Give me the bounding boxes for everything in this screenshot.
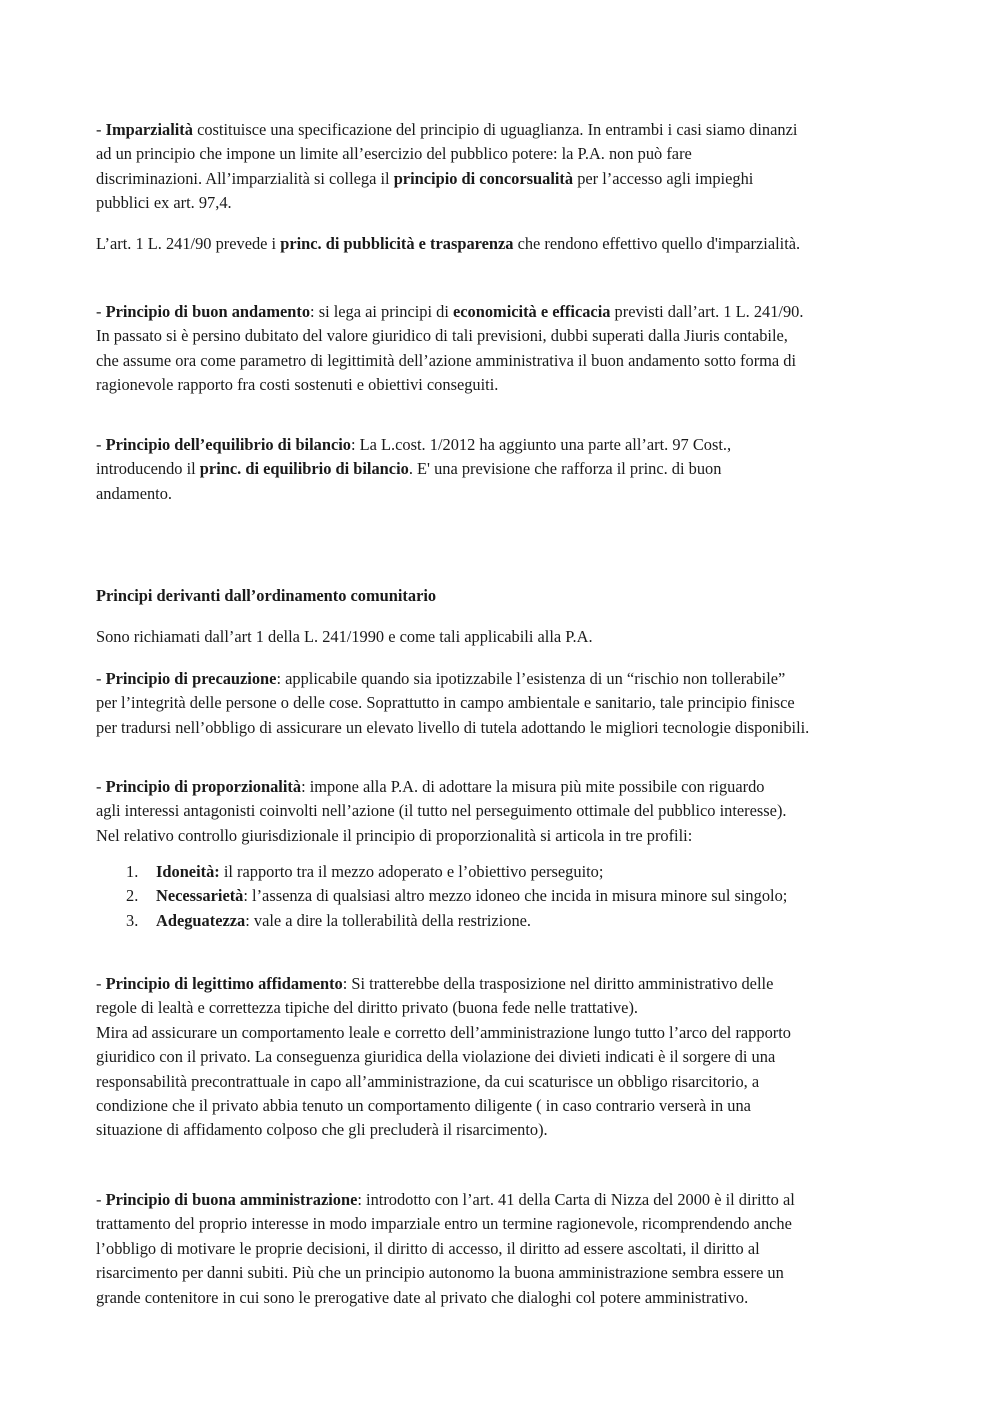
text: L’art. 1 L. 241/90 prevede i xyxy=(96,234,281,253)
paragraph-affidamento xyxy=(96,972,791,1143)
text: : impone alla P.A. di adottare la misura più mite possibile con riguardo xyxy=(301,777,765,796)
term-economicita: economicità e efficacia xyxy=(452,302,611,321)
term-adeguatezza: Adeguatezza xyxy=(156,910,246,930)
paragraph-line: per l’integrità delle persone o delle cose. Soprattutto in campo ambientale e sanitario, tale principio finisce xyxy=(96,693,795,713)
list-item xyxy=(96,884,787,908)
paragraph-line: giuridico con il privato. La conseguenza giuridica della violazione dei divieti indicati è il sorgere di una xyxy=(96,1047,776,1067)
term-equilibrio: Principio dell’equilibrio di bilancio xyxy=(105,435,351,454)
paragraph-line xyxy=(96,232,800,256)
term-necessarieta: Necessarietà xyxy=(156,886,244,906)
paragraph-buona-amministrazione xyxy=(96,1188,795,1310)
term-affidamento: Principio di legittimo affidamento xyxy=(105,974,343,993)
list-item xyxy=(96,860,787,884)
list-number: 3. xyxy=(126,910,139,930)
dash: - xyxy=(96,1190,106,1209)
term-idoneita: Idoneità: xyxy=(156,862,220,881)
paragraph-line xyxy=(96,1188,795,1212)
term-buon-andamento: Principio di buon andamento xyxy=(105,302,311,321)
paragraph-line: risarcimento per danni subiti. Più che un principio autonomo la buona amministrazione sembra essere un xyxy=(96,1263,784,1283)
text: il rapporto tra il mezzo adoperato e l’obiettivo perseguito; xyxy=(219,862,604,881)
paragraph-line: ad un principio che impone un limite all’esercizio del pubblico potere: la P.A. non può fare xyxy=(96,144,692,164)
text: previsti dall’art. 1 L. 241/90. xyxy=(610,302,804,321)
paragraph-buon-andamento xyxy=(96,300,803,398)
paragraph-line: In passato si è persino dubitato del valore giuridico di tali previsioni, dubbi superati dalla Jiuris contabile, xyxy=(96,326,788,346)
paragraph-line: responsabilità precontrattuale in capo all’amministrazione, da cui scaturisce un obbligo risarcitorio, a xyxy=(96,1071,760,1091)
paragraph-line: Mira ad assicurare un comportamento leale e corretto dell’amministrazione lungo tutto l’arco del rapporto xyxy=(96,1022,791,1042)
paragraph-pubblicita xyxy=(96,232,800,256)
paragraph-line xyxy=(96,118,797,142)
text: : La L.cost. 1/2012 ha aggiunto una parte all’art. 97 Cost., xyxy=(351,435,732,454)
paragraph-line: ragionevole rapporto fra costi sostenuti e obiettivi conseguiti. xyxy=(96,375,499,395)
term-equilibrio-bilancio: princ. di equilibrio di bilancio xyxy=(199,459,409,479)
paragraph-line xyxy=(96,457,731,481)
paragraph-line: trattamento del proprio interesse in modo imparziale entro un termine ragionevole, ricomprendendo anche xyxy=(96,1214,792,1234)
paragraph-line xyxy=(96,433,731,457)
text: costituisce una specificazione del principio di uguaglianza. In entrambi i casi siamo dinanzi xyxy=(192,120,798,139)
list-number: 1. xyxy=(126,862,139,881)
section-heading-text: Principi derivanti dall’ordinamento comunitario xyxy=(96,586,437,605)
paragraph-line xyxy=(96,775,787,799)
paragraph-line: per tradursi nell’obbligo di assicurare un elevato livello di tutela adottando le migliori tecnologie disponibili. xyxy=(96,717,810,737)
term-pubblicita: princ. di pubblicità e trasparenza xyxy=(280,234,514,253)
term-concorsualita: principio di concorsualità xyxy=(393,168,574,188)
paragraph-line xyxy=(96,167,797,191)
dash: - xyxy=(96,974,106,993)
text: : applicabile quando sia ipotizzabile l’esistenza di un “rischio non tollerabile” xyxy=(276,669,786,688)
term-precauzione: Principio di precauzione xyxy=(105,669,277,688)
paragraph-line: condizione che il privato abbia tenuto un comportamento diligente ( in caso contrario verserà in una xyxy=(96,1096,751,1116)
text: : l’assenza di qualsiasi altro mezzo idoneo che incida in misura minore sul singolo; xyxy=(243,886,788,906)
paragraph-proporzionalita xyxy=(96,775,787,848)
paragraph-line: pubblici ex art. 97,4. xyxy=(96,193,232,213)
term-buona-amministrazione: Principio di buona amministrazione xyxy=(105,1190,358,1209)
text: . E' una previsione che rafforza il princ. di buon xyxy=(408,459,722,479)
paragraph-line: agli interessi antagonisti coinvolti nell’azione (il tutto nel perseguimento ottimale del pubblico interesse). xyxy=(96,801,787,821)
paragraph-line xyxy=(96,300,803,324)
section-heading xyxy=(96,584,436,608)
dash: - xyxy=(96,669,106,688)
term-proporzionalita: Principio di proporzionalità xyxy=(105,777,302,796)
paragraph-imparzialita xyxy=(96,118,797,216)
dash: - xyxy=(96,777,106,796)
dash: - xyxy=(96,120,106,139)
list-number: 2. xyxy=(126,886,139,906)
paragraph-line: Nel relativo controllo giurisdizionale il principio di proporzionalità si articola in tre profili: xyxy=(96,825,693,845)
paragraph-line: che assume ora come parametro di legittimità dell’azione amministrativa il buon andamento sotto forma di xyxy=(96,350,797,370)
text: per l’accesso agli impieghi xyxy=(573,168,754,188)
text: : Si tratterebbe della trasposizione nel diritto amministrativo delle xyxy=(342,974,774,993)
section-intro-block xyxy=(96,625,593,649)
paragraph-line xyxy=(96,972,791,996)
paragraph-line xyxy=(96,667,809,691)
paragraph-line: situazione di affidamento colposo che gli precluderà il risarcimento). xyxy=(96,1120,548,1140)
section-heading-block xyxy=(96,584,436,608)
text: : si lega ai principi di xyxy=(310,302,453,321)
term-imparzialita: Imparzialità xyxy=(105,120,193,139)
paragraph-line: andamento. xyxy=(96,483,173,503)
dash: - xyxy=(96,435,106,454)
paragraph-line: l’obbligo di motivare le proprie decisioni, il diritto di accesso, il diritto ad essere ascoltati, il diritto al xyxy=(96,1238,760,1258)
dash: - xyxy=(96,302,106,321)
paragraph-line: regole di lealtà e correttezza tipiche del diritto privato (buona fede nelle trattative). xyxy=(96,998,638,1018)
profiles-list xyxy=(96,860,787,933)
paragraph-line: grande contenitore in cui sono le prerogative date al privato che dialoghi col potere amministrativo. xyxy=(96,1287,749,1307)
text: discriminazioni. All’imparzialità si collega il xyxy=(96,168,394,188)
section-intro: Sono richiamati dall’art 1 della L. 241/1990 e come tali applicabili alla P.A. xyxy=(96,627,593,646)
text: introducendo il xyxy=(96,459,200,479)
text: che rendono effettivo quello d'imparzialità. xyxy=(513,234,801,253)
list-item xyxy=(96,909,787,933)
paragraph-precauzione xyxy=(96,667,809,740)
text: : introdotto con l’art. 41 della Carta di Nizza del 2000 è il diritto al xyxy=(357,1190,795,1209)
text: : vale a dire la tollerabilità della restrizione. xyxy=(245,910,532,930)
profiles-list-block xyxy=(96,860,787,933)
paragraph-equilibrio xyxy=(96,433,731,506)
